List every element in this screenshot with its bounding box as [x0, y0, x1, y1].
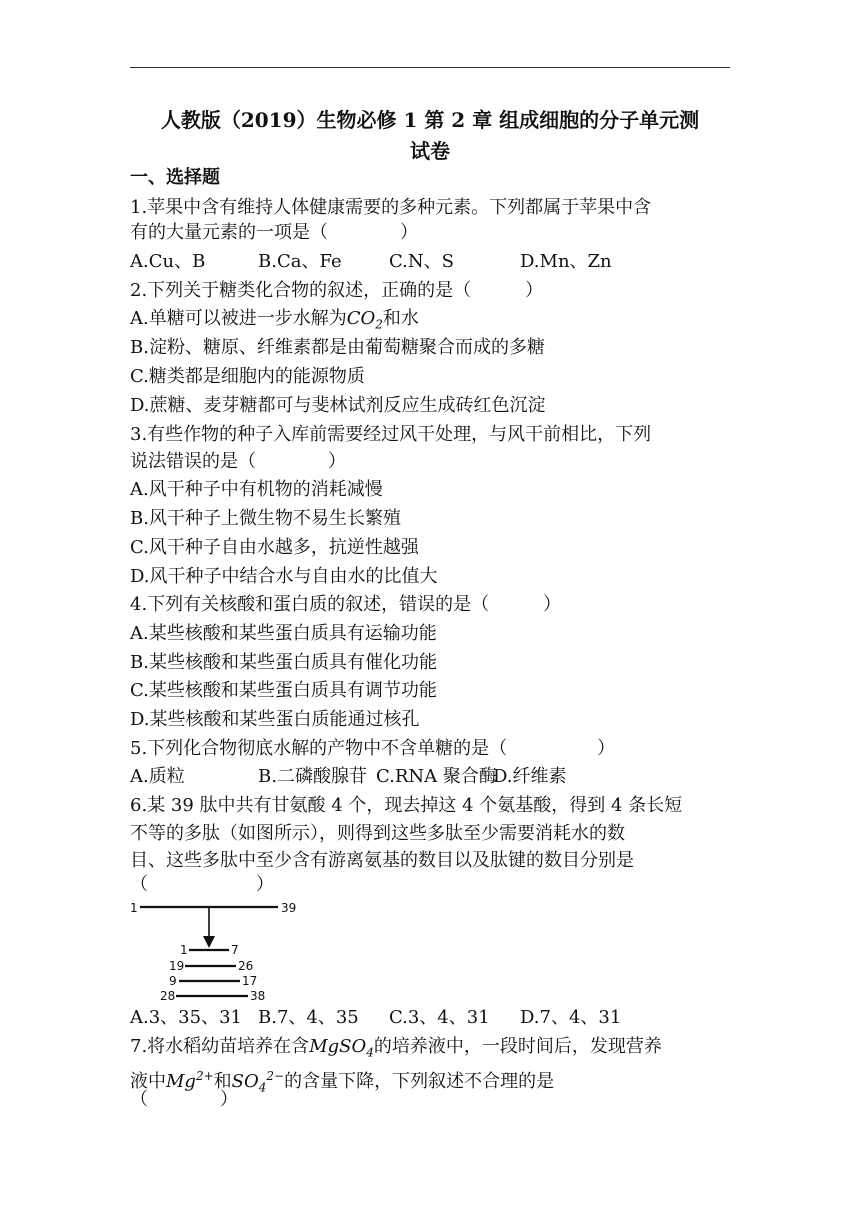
q3-option-a: A.风干种子中有机物的消耗减慢: [130, 479, 383, 500]
q1-options: [130, 251, 612, 273]
q4-option-b: B.某些核酸和某些蛋白质具有催化功能: [130, 652, 437, 673]
q2-option-c: C.糖类都是细胞内的能源物质: [130, 366, 365, 387]
q1-option-b: B.Ca、Fe: [258, 251, 342, 272]
q7-stem-cont2: （ ）: [130, 1089, 238, 1110]
q5-option-c: C.RNA 聚合酶: [376, 766, 497, 787]
q5-options: [130, 766, 567, 788]
q7-stem-text: 7.将水稻幼苗培养在含: [130, 1036, 310, 1057]
q7-stem: [130, 1036, 662, 1064]
q2-option-a-end: 和水: [382, 308, 419, 329]
q3-stem-cont: 说法错误的是（ ）: [130, 451, 346, 472]
sulfate-ion-symbol: SO: [231, 1071, 259, 1092]
q3-stem: 3.有些作物的种子入库前需要经过风干处理，与风干前相比，下列: [130, 424, 652, 445]
q2-stem: 2.下列关于糖类化合物的叙述，正确的是（ ）: [130, 280, 544, 301]
diagram-row3-left: 9: [169, 974, 177, 988]
diagram-row1-right: 7: [231, 943, 239, 957]
mgso4-symbol: MgSO: [309, 1036, 367, 1057]
q4-stem: 4.下列有关核酸和蛋白质的叙述，错误的是（ ）: [130, 594, 562, 615]
q4-option-a: A.某些核酸和某些蛋白质具有运输功能: [130, 623, 437, 644]
q2-option-a-text: A.单糖可以被进一步水解为: [130, 308, 347, 329]
section-heading: 一、选择题: [130, 167, 220, 188]
diagram-row1-left: 1: [180, 943, 188, 957]
header-rule: [130, 67, 730, 68]
q6-option-c: C.3、4、31: [389, 1007, 490, 1028]
diagram-row2-right: 26: [238, 959, 254, 973]
q7-cont-and: 和: [213, 1071, 232, 1092]
q7-cont-text: 液中: [130, 1071, 166, 1092]
q2-option-b: B.淀粉、糖原、纤维素都是由葡萄糖聚合而成的多糖: [130, 337, 545, 358]
co2-formula: [346, 308, 383, 332]
q4-option-c: C.某些核酸和某些蛋白质具有调节功能: [130, 680, 437, 701]
q5-option-b: B.二磷酸腺苷: [258, 766, 367, 787]
diagram-row3-right: 17: [242, 974, 258, 988]
q6-stem-cont1: 不等的多肽（如图所示），则得到这些多肽至少需要消耗水的数: [130, 823, 625, 844]
q6-stem-cont3: （ ）: [130, 874, 274, 895]
mgso4-subscript: 4: [366, 1045, 374, 1060]
q6-options: [130, 1007, 621, 1029]
co2-symbol: CO: [346, 308, 376, 329]
q6-option-d: D.7、4、31: [520, 1007, 622, 1028]
diagram-top-right-label: 39: [281, 901, 297, 915]
q1-option-c: C.N、S: [389, 251, 454, 272]
q6-option-b: B.7、4、35: [258, 1007, 359, 1028]
q3-option-b: B.风干种子上微生物不易生长繁殖: [130, 508, 401, 529]
q5-stem: 5.下列化合物彻底水解的产物中不含单糖的是（ ）: [130, 738, 616, 759]
sulfate-ion-subscript: 4: [258, 1080, 267, 1095]
sulfate-ion: [231, 1069, 285, 1095]
diagram-row4-right: 38: [250, 989, 266, 1003]
diagram-row4-left: 28: [160, 989, 176, 1003]
q1-stem-cont: 有的大量元素的一项是（ ）: [130, 222, 418, 243]
q2-option-a: [130, 308, 419, 336]
q3-option-c: C.风干种子自由水越多，抗逆性越强: [130, 537, 419, 558]
sulfate-ion-charge: 2−: [266, 1069, 285, 1083]
diagram-row2-left: 19: [169, 959, 185, 973]
q6-stem: 6.某 39 肽中共有甘氨酸 4 个，现去掉这 4 个氨基酸，得到 4 条长短: [130, 795, 683, 816]
page-title-cont: 试卷: [410, 139, 450, 163]
q5-option-a: A.质粒: [130, 766, 185, 787]
q7-stem-text-end: 的培养液中，一段时间后，发现营养: [373, 1036, 662, 1057]
mgso4-formula: [309, 1036, 374, 1060]
q5-option-d: D.纤维素: [493, 766, 567, 787]
q4-option-d: D.某些核酸和某些蛋白质能通过核孔: [130, 709, 420, 730]
mg-ion-symbol: Mg: [166, 1071, 196, 1092]
q7-cont-end: 的含量下降，下列叙述不合理的是: [284, 1071, 555, 1092]
q3-option-d: D.风干种子中结合水与自由水的比值大: [130, 566, 438, 587]
q1-stem: 1.苹果中含有维持人体健康需要的多种元素。下列都属于苹果中含: [130, 197, 652, 218]
q1-option-a: A.Cu、B: [130, 251, 206, 272]
q2-option-d: D.蔗糖、麦芽糖都可与斐林试剂反应生成砖红色沉淀: [130, 395, 546, 416]
q6-option-a: A.3、35、31: [130, 1007, 242, 1028]
diagram-top-left-label: 1: [130, 901, 138, 915]
diagram-arrow-head: [203, 936, 215, 948]
peptide-diagram: [128, 896, 308, 1004]
co2-subscript: 2: [375, 317, 383, 332]
page-title: 人教版（2019）生物必修 1 第 2 章 组成细胞的分子单元测: [160, 108, 700, 132]
q6-stem-cont2: 目、这些多肽中至少含有游离氨基的数目以及肽键的数目分别是: [130, 850, 634, 871]
mg-ion-charge: 2+: [195, 1069, 214, 1083]
q1-option-d: D.Mn、Zn: [520, 251, 612, 272]
